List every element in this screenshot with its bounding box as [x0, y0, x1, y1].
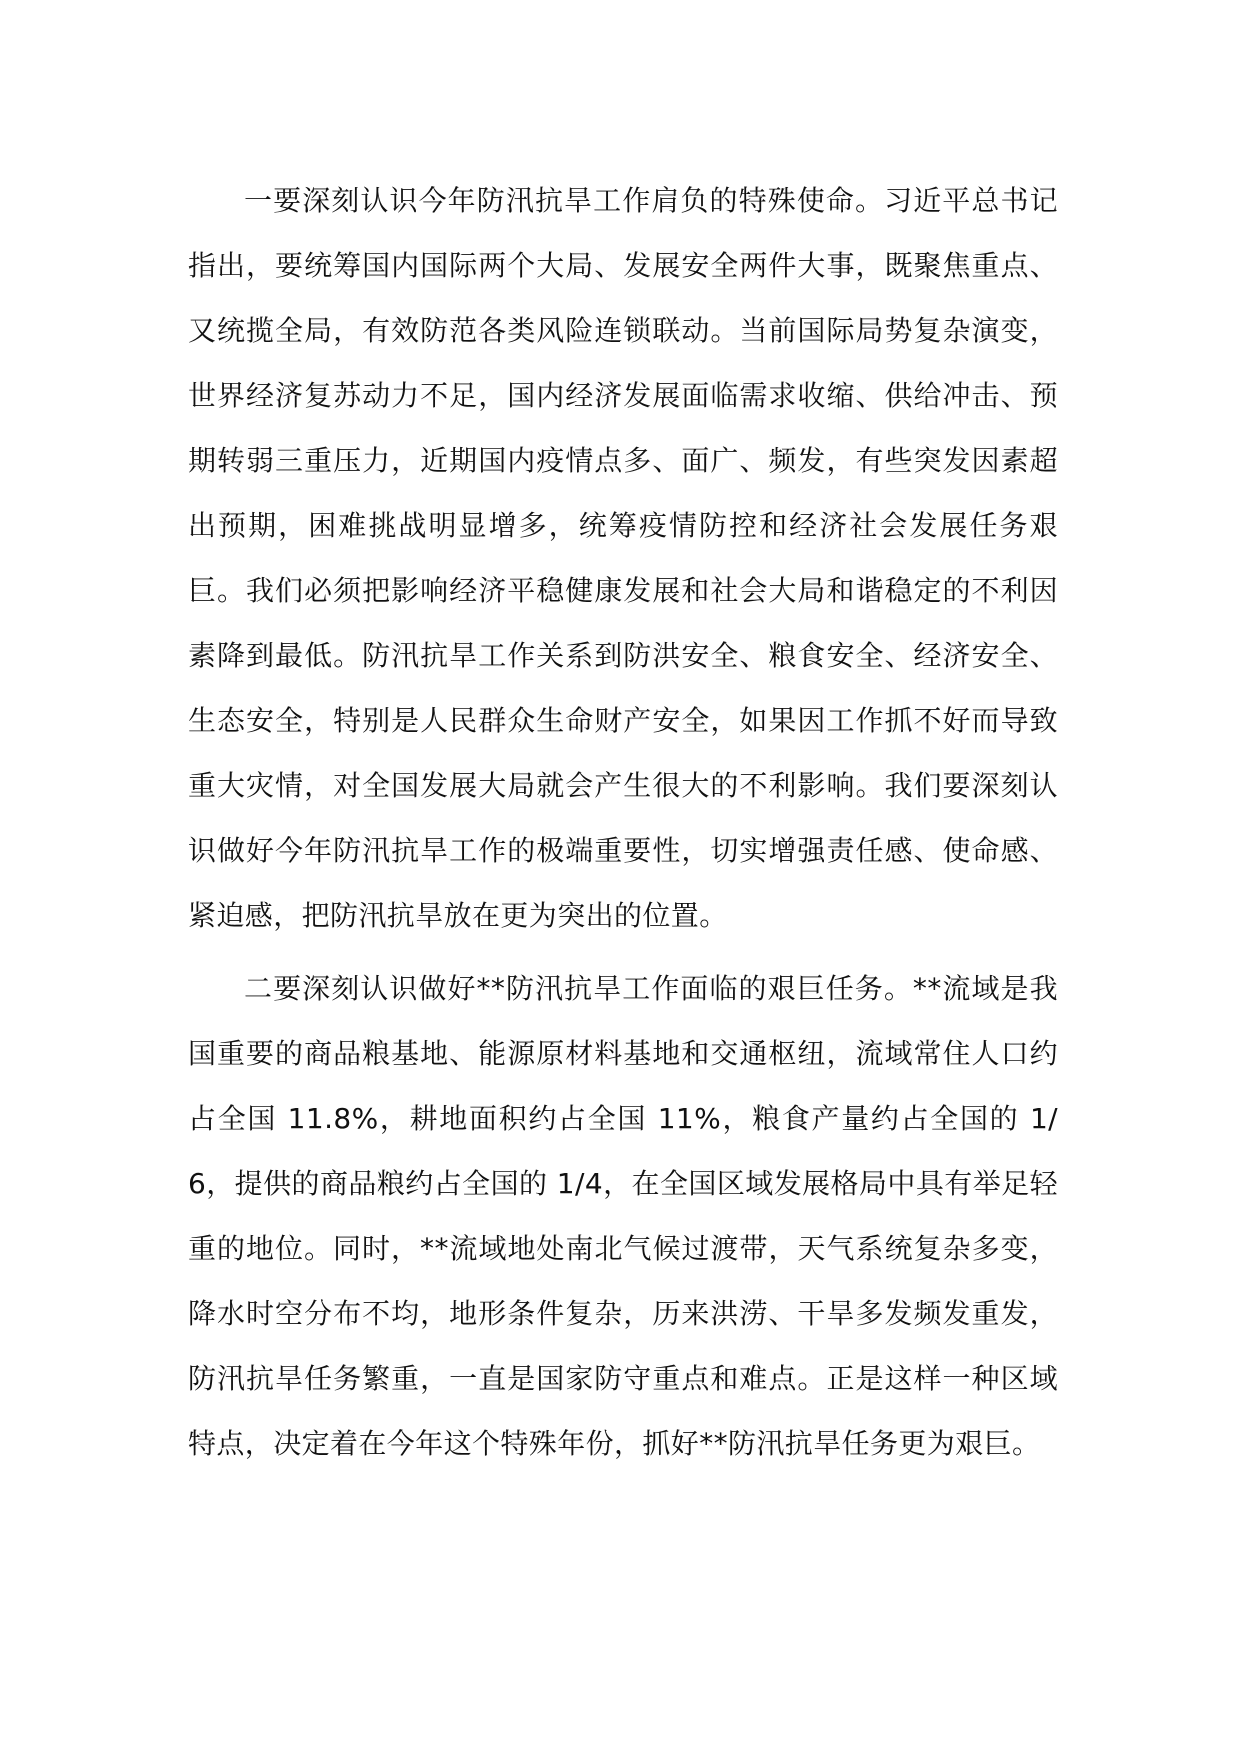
- paragraph-2: 二要深刻认识做好**防汛抗旱工作面临的艰巨任务。**流域是我国重要的商品粮基地、能源原材料基地和交通枢纽，流域常住人口约占全国 11.8%，耕地面积约占全国 11%，粮食产量约占全国的 1/6，提供的商品粮约占全国的 1/4，在全国区域发展格局中具有举足轻重的地位。同时，**流域地处南北气候过渡带，天气系统复杂多变，降水时空分布不均，地形条件复杂，历来洪涝、干旱多发频发重发，防汛抗旱任务繁重，一直是国家防守重点和难点。正是这样一种区域特点，决定着在今年这个特殊年份，抓好**防汛抗旱任务更为艰巨。: [188, 972, 1058, 1460]
- paragraph-1: 一要深刻认识今年防汛抗旱工作肩负的特殊使命。习近平总书记指出，要统筹国内国际两个大局、发展安全两件大事，既聚焦重点、又统揽全局，有效防范各类风险连锁联动。当前国际局势复杂演变，世界经济复苏动力不足，国内经济发展面临需求收缩、供给冲击、预期转弱三重压力，近期国内疫情点多、面广、频发，有些突发因素超出预期，困难挑战明显增多，统筹疫情防控和经济社会发展任务艰巨。我们必须把影响经济平稳健康发展和社会大局和谐稳定的不利因素降到最低。防汛抗旱工作关系到防洪安全、粮食安全、经济安全、生态安全，特别是人民群众生命财产安全，如果因工作抓不好而导致重大灾情，对全国发展大局就会产生很大的不利影响。我们要深刻认识做好今年防汛抗旱工作的极端重要性，切实增强责任感、使命感、紧迫感，把防汛抗旱放在更为突出的位置。: [188, 184, 1058, 932]
- document-body: [188, 168, 1058, 1484]
